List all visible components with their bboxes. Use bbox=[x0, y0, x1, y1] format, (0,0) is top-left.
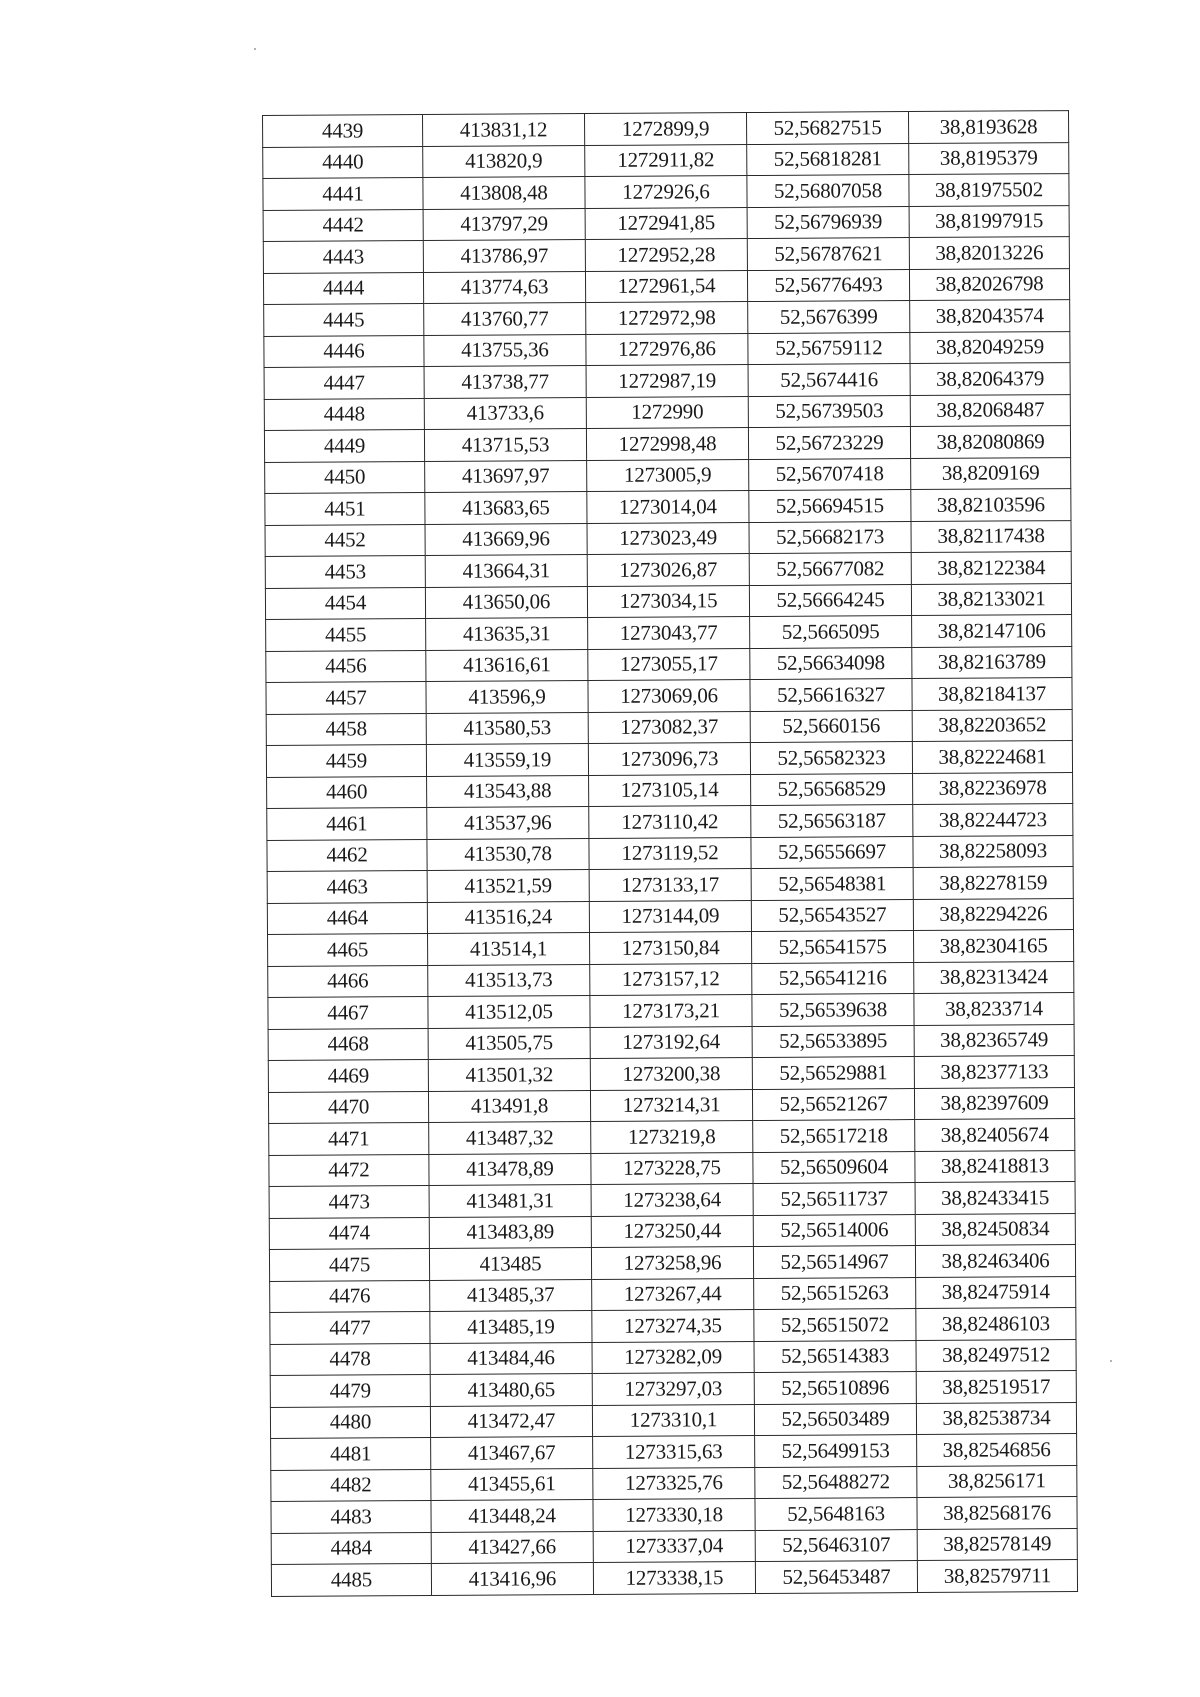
table-row bbox=[271, 1465, 1077, 1501]
latitude-cell: 52,56517218 bbox=[753, 1120, 915, 1152]
longitude-cell: 38,82313424 bbox=[914, 961, 1074, 993]
table-row bbox=[264, 426, 1070, 462]
y-coordinate-cell: 1273330,18 bbox=[593, 1499, 755, 1531]
point-number-cell: 4466 bbox=[268, 965, 428, 997]
point-number-cell: 4480 bbox=[270, 1406, 430, 1438]
longitude-cell: 38,82463406 bbox=[915, 1245, 1075, 1277]
x-coordinate-cell: 413697,97 bbox=[425, 460, 587, 492]
longitude-cell: 38,82497512 bbox=[916, 1339, 1076, 1371]
point-number-cell: 4482 bbox=[271, 1469, 431, 1501]
point-number-cell: 4461 bbox=[267, 808, 427, 840]
y-coordinate-cell: 1273173,21 bbox=[590, 995, 752, 1027]
table-row bbox=[263, 205, 1069, 241]
point-number-cell: 4440 bbox=[263, 146, 423, 178]
y-coordinate-cell: 1273133,17 bbox=[589, 869, 751, 901]
point-number-cell: 4460 bbox=[267, 776, 427, 808]
y-coordinate-cell: 1273110,42 bbox=[589, 806, 751, 838]
x-coordinate-cell: 413786,97 bbox=[423, 240, 585, 272]
longitude-cell: 38,82278159 bbox=[913, 867, 1073, 899]
longitude-cell: 38,82365749 bbox=[914, 1024, 1074, 1056]
x-coordinate-cell: 413537,96 bbox=[427, 807, 589, 839]
x-coordinate-cell: 413416,96 bbox=[431, 1563, 593, 1595]
y-coordinate-cell: 1273157,12 bbox=[590, 963, 752, 995]
x-coordinate-cell: 413485,37 bbox=[430, 1279, 592, 1311]
x-coordinate-cell: 413808,48 bbox=[423, 177, 585, 209]
y-coordinate-cell: 1273034,15 bbox=[587, 585, 749, 617]
latitude-cell: 52,56503489 bbox=[754, 1403, 916, 1435]
table-row bbox=[269, 1245, 1075, 1281]
latitude-cell: 52,56694515 bbox=[749, 490, 911, 522]
longitude-cell: 38,82568176 bbox=[917, 1497, 1077, 1529]
y-coordinate-cell: 1273310,1 bbox=[592, 1404, 754, 1436]
table-row bbox=[263, 237, 1069, 273]
y-coordinate-cell: 1273228,75 bbox=[591, 1152, 753, 1184]
longitude-cell: 38,81975502 bbox=[909, 174, 1069, 206]
latitude-cell: 52,56511737 bbox=[753, 1183, 915, 1215]
y-coordinate-cell: 1273023,49 bbox=[587, 522, 749, 554]
table-row bbox=[266, 741, 1072, 777]
table-row bbox=[263, 111, 1069, 147]
table-row bbox=[267, 772, 1073, 808]
x-coordinate-cell: 413738,77 bbox=[424, 366, 586, 398]
longitude-cell: 38,82578149 bbox=[917, 1528, 1077, 1560]
latitude-cell: 52,56634098 bbox=[750, 647, 912, 679]
latitude-cell: 52,56723229 bbox=[748, 427, 910, 459]
table-row bbox=[264, 363, 1070, 399]
point-number-cell: 4477 bbox=[270, 1311, 430, 1343]
x-coordinate-cell: 413774,63 bbox=[423, 271, 585, 303]
longitude-cell: 38,82049259 bbox=[910, 331, 1070, 363]
y-coordinate-cell: 1272990 bbox=[586, 396, 748, 428]
y-coordinate-cell: 1272998,48 bbox=[586, 428, 748, 460]
table-row bbox=[267, 804, 1073, 840]
table-row bbox=[264, 300, 1070, 336]
y-coordinate-cell: 1273105,14 bbox=[589, 774, 751, 806]
point-number-cell: 4485 bbox=[271, 1563, 431, 1595]
longitude-cell: 38,82103596 bbox=[911, 489, 1071, 521]
latitude-cell: 52,56827515 bbox=[746, 112, 908, 144]
x-coordinate-cell: 413521,59 bbox=[427, 870, 589, 902]
point-number-cell: 4439 bbox=[263, 115, 423, 147]
table-row bbox=[263, 268, 1069, 304]
longitude-cell: 38,82026798 bbox=[909, 268, 1069, 300]
point-number-cell: 4484 bbox=[271, 1532, 431, 1564]
point-number-cell: 4452 bbox=[265, 524, 425, 556]
scan-speck bbox=[1110, 1360, 1112, 1362]
table-row bbox=[266, 646, 1072, 682]
latitude-cell: 52,56739503 bbox=[748, 395, 910, 427]
x-coordinate-cell: 413683,65 bbox=[425, 492, 587, 524]
y-coordinate-cell: 1273274,35 bbox=[592, 1310, 754, 1342]
longitude-cell: 38,82450834 bbox=[915, 1213, 1075, 1245]
latitude-cell: 52,56488272 bbox=[755, 1466, 917, 1498]
point-number-cell: 4449 bbox=[264, 430, 424, 462]
table-row bbox=[269, 1150, 1075, 1186]
x-coordinate-cell: 413755,36 bbox=[424, 334, 586, 366]
latitude-cell: 52,56515072 bbox=[754, 1309, 916, 1341]
y-coordinate-cell: 1273325,76 bbox=[593, 1467, 755, 1499]
longitude-cell: 38,82122384 bbox=[911, 552, 1071, 584]
longitude-cell: 38,82294226 bbox=[913, 898, 1073, 930]
longitude-cell: 38,82486103 bbox=[916, 1308, 1076, 1340]
longitude-cell: 38,8233714 bbox=[914, 993, 1074, 1025]
table-row bbox=[270, 1276, 1076, 1312]
table-row bbox=[268, 930, 1074, 966]
longitude-cell: 38,82397609 bbox=[914, 1087, 1074, 1119]
y-coordinate-cell: 1273119,52 bbox=[589, 837, 751, 869]
x-coordinate-cell: 413635,31 bbox=[426, 618, 588, 650]
latitude-cell: 52,56682173 bbox=[749, 521, 911, 553]
point-number-cell: 4458 bbox=[266, 713, 426, 745]
y-coordinate-cell: 1272976,86 bbox=[586, 333, 748, 365]
table-row bbox=[265, 457, 1071, 493]
y-coordinate-cell: 1273055,17 bbox=[588, 648, 750, 680]
y-coordinate-cell: 1272899,9 bbox=[584, 113, 746, 145]
longitude-cell: 38,8195379 bbox=[909, 142, 1069, 174]
latitude-cell: 52,56499153 bbox=[755, 1435, 917, 1467]
table-row bbox=[266, 709, 1072, 745]
point-number-cell: 4441 bbox=[263, 178, 423, 210]
y-coordinate-cell: 1273082,37 bbox=[588, 711, 750, 743]
point-number-cell: 4447 bbox=[264, 367, 424, 399]
x-coordinate-cell: 413485 bbox=[429, 1248, 591, 1280]
coordinates-table-body bbox=[263, 111, 1078, 1596]
latitude-cell: 52,56677082 bbox=[749, 553, 911, 585]
y-coordinate-cell: 1273096,73 bbox=[588, 743, 750, 775]
point-number-cell: 4470 bbox=[268, 1091, 428, 1123]
point-number-cell: 4448 bbox=[264, 398, 424, 430]
x-coordinate-cell: 413543,88 bbox=[427, 775, 589, 807]
point-number-cell: 4443 bbox=[263, 241, 423, 273]
table-row bbox=[269, 1182, 1075, 1218]
latitude-cell: 52,56514383 bbox=[754, 1340, 916, 1372]
longitude-cell: 38,82080869 bbox=[910, 426, 1070, 458]
table-row bbox=[271, 1528, 1077, 1564]
table-row bbox=[271, 1497, 1077, 1533]
longitude-cell: 38,82163789 bbox=[912, 646, 1072, 678]
point-number-cell: 4457 bbox=[266, 682, 426, 714]
latitude-cell: 52,5648163 bbox=[755, 1498, 917, 1530]
point-number-cell: 4464 bbox=[267, 902, 427, 934]
point-number-cell: 4479 bbox=[270, 1374, 430, 1406]
longitude-cell: 38,82133021 bbox=[911, 583, 1071, 615]
longitude-cell: 38,82064379 bbox=[910, 363, 1070, 395]
longitude-cell: 38,82203652 bbox=[912, 709, 1072, 741]
table-row bbox=[263, 142, 1069, 178]
y-coordinate-cell: 1272911,82 bbox=[585, 144, 747, 176]
latitude-cell: 52,56707418 bbox=[749, 458, 911, 490]
table-row bbox=[267, 898, 1073, 934]
table-row bbox=[264, 331, 1070, 367]
latitude-cell: 52,56539638 bbox=[752, 994, 914, 1026]
longitude-cell: 38,82304165 bbox=[913, 930, 1073, 962]
table-row bbox=[271, 1560, 1077, 1596]
x-coordinate-cell: 413831,12 bbox=[423, 114, 585, 146]
point-number-cell: 4446 bbox=[264, 335, 424, 367]
point-number-cell: 4481 bbox=[271, 1437, 431, 1469]
point-number-cell: 4462 bbox=[267, 839, 427, 871]
table-row bbox=[269, 1119, 1075, 1155]
latitude-cell: 52,56759112 bbox=[748, 332, 910, 364]
latitude-cell: 52,56807058 bbox=[747, 175, 909, 207]
y-coordinate-cell: 1273282,09 bbox=[592, 1341, 754, 1373]
latitude-cell: 52,56776493 bbox=[747, 269, 909, 301]
table-row bbox=[265, 583, 1071, 619]
y-coordinate-cell: 1272972,98 bbox=[586, 302, 748, 334]
x-coordinate-cell: 413760,77 bbox=[424, 303, 586, 335]
longitude-cell: 38,8193628 bbox=[908, 111, 1068, 143]
point-number-cell: 4465 bbox=[268, 934, 428, 966]
table-row bbox=[268, 1087, 1074, 1123]
longitude-cell: 38,82224681 bbox=[912, 741, 1072, 773]
longitude-cell: 38,82013226 bbox=[909, 237, 1069, 269]
latitude-cell: 52,56582323 bbox=[750, 742, 912, 774]
latitude-cell: 52,56541575 bbox=[751, 931, 913, 963]
latitude-cell: 52,56787621 bbox=[747, 238, 909, 270]
point-number-cell: 4478 bbox=[270, 1343, 430, 1375]
table-row bbox=[265, 552, 1071, 588]
x-coordinate-cell: 413530,78 bbox=[427, 838, 589, 870]
y-coordinate-cell: 1273267,44 bbox=[592, 1278, 754, 1310]
y-coordinate-cell: 1273192,64 bbox=[590, 1026, 752, 1058]
x-coordinate-cell: 413491,8 bbox=[428, 1090, 590, 1122]
y-coordinate-cell: 1273005,9 bbox=[587, 459, 749, 491]
table-row bbox=[267, 835, 1073, 871]
point-number-cell: 4471 bbox=[269, 1123, 429, 1155]
table-row bbox=[270, 1402, 1076, 1438]
table-row bbox=[268, 993, 1074, 1029]
x-coordinate-cell: 413516,24 bbox=[427, 901, 589, 933]
point-number-cell: 4472 bbox=[269, 1154, 429, 1186]
x-coordinate-cell: 413559,19 bbox=[426, 744, 588, 776]
longitude-cell: 38,82258093 bbox=[913, 835, 1073, 867]
point-number-cell: 4442 bbox=[263, 209, 423, 241]
x-coordinate-cell: 413501,32 bbox=[428, 1059, 590, 1091]
x-coordinate-cell: 413664,31 bbox=[425, 555, 587, 587]
x-coordinate-cell: 413484,46 bbox=[430, 1342, 592, 1374]
x-coordinate-cell: 413512,05 bbox=[428, 996, 590, 1028]
longitude-cell: 38,82475914 bbox=[916, 1276, 1076, 1308]
y-coordinate-cell: 1273315,63 bbox=[593, 1436, 755, 1468]
point-number-cell: 4444 bbox=[263, 272, 423, 304]
y-coordinate-cell: 1273250,44 bbox=[591, 1215, 753, 1247]
table-row bbox=[265, 520, 1071, 556]
longitude-cell: 38,82244723 bbox=[913, 804, 1073, 836]
latitude-cell: 52,56556697 bbox=[751, 836, 913, 868]
table-row bbox=[264, 394, 1070, 430]
longitude-cell: 38,82117438 bbox=[911, 520, 1071, 552]
y-coordinate-cell: 1273297,03 bbox=[592, 1373, 754, 1405]
x-coordinate-cell: 413483,89 bbox=[429, 1216, 591, 1248]
longitude-cell: 38,82546856 bbox=[917, 1434, 1077, 1466]
point-number-cell: 4463 bbox=[267, 871, 427, 903]
point-number-cell: 4483 bbox=[271, 1500, 431, 1532]
x-coordinate-cell: 413478,89 bbox=[429, 1153, 591, 1185]
latitude-cell: 52,56543527 bbox=[751, 899, 913, 931]
longitude-cell: 38,82147106 bbox=[912, 615, 1072, 647]
point-number-cell: 4475 bbox=[269, 1248, 429, 1280]
longitude-cell: 38,82519517 bbox=[916, 1371, 1076, 1403]
table-row bbox=[270, 1371, 1076, 1407]
table-row bbox=[266, 678, 1072, 714]
x-coordinate-cell: 413481,31 bbox=[429, 1185, 591, 1217]
latitude-cell: 52,56514006 bbox=[753, 1214, 915, 1246]
coordinates-table bbox=[262, 110, 1078, 1596]
table-row bbox=[267, 867, 1073, 903]
table-row bbox=[270, 1308, 1076, 1344]
x-coordinate-cell: 413797,29 bbox=[423, 208, 585, 240]
point-number-cell: 4459 bbox=[266, 745, 426, 777]
x-coordinate-cell: 413513,73 bbox=[428, 964, 590, 996]
x-coordinate-cell: 413669,96 bbox=[425, 523, 587, 555]
longitude-cell: 38,82068487 bbox=[910, 394, 1070, 426]
latitude-cell: 52,5674416 bbox=[748, 364, 910, 396]
longitude-cell: 38,82236978 bbox=[913, 772, 1073, 804]
y-coordinate-cell: 1273219,8 bbox=[591, 1121, 753, 1153]
y-coordinate-cell: 1273014,04 bbox=[587, 491, 749, 523]
table-row bbox=[268, 1056, 1074, 1092]
latitude-cell: 52,56616327 bbox=[750, 679, 912, 711]
table-row bbox=[263, 174, 1069, 210]
latitude-cell: 52,56515263 bbox=[754, 1277, 916, 1309]
table-row bbox=[265, 489, 1071, 525]
y-coordinate-cell: 1273338,15 bbox=[593, 1562, 755, 1594]
x-coordinate-cell: 413650,06 bbox=[425, 586, 587, 618]
x-coordinate-cell: 413427,66 bbox=[431, 1531, 593, 1563]
longitude-cell: 38,82579711 bbox=[917, 1560, 1077, 1592]
x-coordinate-cell: 413487,32 bbox=[429, 1122, 591, 1154]
point-number-cell: 4450 bbox=[265, 461, 425, 493]
point-number-cell: 4454 bbox=[265, 587, 425, 619]
point-number-cell: 4453 bbox=[265, 556, 425, 588]
latitude-cell: 52,5665095 bbox=[750, 616, 912, 648]
y-coordinate-cell: 1273337,04 bbox=[593, 1530, 755, 1562]
longitude-cell: 38,82418813 bbox=[915, 1150, 1075, 1182]
latitude-cell: 52,56510896 bbox=[754, 1372, 916, 1404]
y-coordinate-cell: 1272961,54 bbox=[585, 270, 747, 302]
y-coordinate-cell: 1273026,87 bbox=[587, 554, 749, 586]
latitude-cell: 52,56533895 bbox=[752, 1025, 914, 1057]
longitude-cell: 38,8256171 bbox=[917, 1465, 1077, 1497]
longitude-cell: 38,8209169 bbox=[911, 457, 1071, 489]
y-coordinate-cell: 1273258,96 bbox=[591, 1247, 753, 1279]
latitude-cell: 52,56463107 bbox=[755, 1529, 917, 1561]
latitude-cell: 52,56453487 bbox=[755, 1561, 917, 1593]
point-number-cell: 4468 bbox=[268, 1028, 428, 1060]
y-coordinate-cell: 1273200,38 bbox=[590, 1058, 752, 1090]
y-coordinate-cell: 1273069,06 bbox=[588, 680, 750, 712]
point-number-cell: 4476 bbox=[270, 1280, 430, 1312]
x-coordinate-cell: 413616,61 bbox=[426, 649, 588, 681]
longitude-cell: 38,82538734 bbox=[916, 1402, 1076, 1434]
latitude-cell: 52,56529881 bbox=[752, 1057, 914, 1089]
latitude-cell: 52,5676399 bbox=[748, 301, 910, 333]
y-coordinate-cell: 1273150,84 bbox=[590, 932, 752, 964]
longitude-cell: 38,82184137 bbox=[912, 678, 1072, 710]
x-coordinate-cell: 413580,53 bbox=[426, 712, 588, 744]
point-number-cell: 4456 bbox=[266, 650, 426, 682]
x-coordinate-cell: 413820,9 bbox=[423, 145, 585, 177]
y-coordinate-cell: 1273144,09 bbox=[589, 900, 751, 932]
latitude-cell: 52,56521267 bbox=[752, 1088, 914, 1120]
longitude-cell: 38,81997915 bbox=[909, 205, 1069, 237]
table-row bbox=[266, 615, 1072, 651]
y-coordinate-cell: 1272926,6 bbox=[585, 176, 747, 208]
point-number-cell: 4467 bbox=[268, 997, 428, 1029]
point-number-cell: 4455 bbox=[266, 619, 426, 651]
point-number-cell: 4473 bbox=[269, 1185, 429, 1217]
x-coordinate-cell: 413480,65 bbox=[430, 1374, 592, 1406]
x-coordinate-cell: 413596,9 bbox=[426, 681, 588, 713]
x-coordinate-cell: 413733,6 bbox=[424, 397, 586, 429]
point-number-cell: 4445 bbox=[264, 304, 424, 336]
y-coordinate-cell: 1273238,64 bbox=[591, 1184, 753, 1216]
x-coordinate-cell: 413472,47 bbox=[430, 1405, 592, 1437]
x-coordinate-cell: 413485,19 bbox=[430, 1311, 592, 1343]
table-row bbox=[270, 1339, 1076, 1375]
x-coordinate-cell: 413514,1 bbox=[428, 933, 590, 965]
longitude-cell: 38,82405674 bbox=[915, 1119, 1075, 1151]
latitude-cell: 52,56548381 bbox=[751, 868, 913, 900]
table-row bbox=[269, 1213, 1075, 1249]
latitude-cell: 52,56664245 bbox=[749, 584, 911, 616]
table-row bbox=[271, 1434, 1077, 1470]
x-coordinate-cell: 413467,67 bbox=[431, 1437, 593, 1469]
latitude-cell: 52,56568529 bbox=[751, 773, 913, 805]
table-row bbox=[268, 1024, 1074, 1060]
longitude-cell: 38,82433415 bbox=[915, 1182, 1075, 1214]
x-coordinate-cell: 413448,24 bbox=[431, 1500, 593, 1532]
latitude-cell: 52,56509604 bbox=[753, 1151, 915, 1183]
x-coordinate-cell: 413715,53 bbox=[424, 429, 586, 461]
y-coordinate-cell: 1272987,19 bbox=[586, 365, 748, 397]
latitude-cell: 52,56514967 bbox=[753, 1246, 915, 1278]
y-coordinate-cell: 1272952,28 bbox=[585, 239, 747, 271]
y-coordinate-cell: 1273043,77 bbox=[588, 617, 750, 649]
point-number-cell: 4474 bbox=[269, 1217, 429, 1249]
table-row bbox=[268, 961, 1074, 997]
longitude-cell: 38,82043574 bbox=[910, 300, 1070, 332]
latitude-cell: 52,56818281 bbox=[747, 143, 909, 175]
y-coordinate-cell: 1272941,85 bbox=[585, 207, 747, 239]
point-number-cell: 4469 bbox=[268, 1060, 428, 1092]
latitude-cell: 52,56796939 bbox=[747, 206, 909, 238]
latitude-cell: 52,56541216 bbox=[752, 962, 914, 994]
y-coordinate-cell: 1273214,31 bbox=[590, 1089, 752, 1121]
scan-speck bbox=[254, 48, 256, 50]
x-coordinate-cell: 413505,75 bbox=[428, 1027, 590, 1059]
longitude-cell: 38,82377133 bbox=[914, 1056, 1074, 1088]
x-coordinate-cell: 413455,61 bbox=[431, 1468, 593, 1500]
latitude-cell: 52,56563187 bbox=[751, 805, 913, 837]
point-number-cell: 4451 bbox=[265, 493, 425, 525]
latitude-cell: 52,5660156 bbox=[750, 710, 912, 742]
